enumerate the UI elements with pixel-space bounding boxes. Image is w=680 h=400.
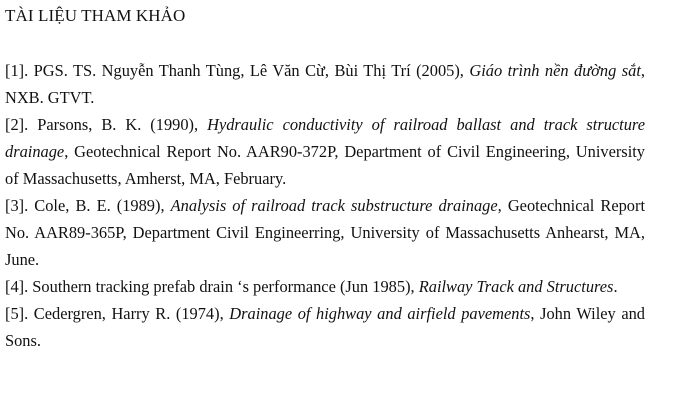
reference-4-suffix: . (613, 277, 618, 296)
reference-item-3 (5, 192, 645, 273)
reference-5-suffix: , John Wiley and Sons. (5, 304, 645, 350)
reference-item-2 (5, 111, 645, 192)
reference-4-title: Railway Track and Structures (418, 277, 614, 296)
reference-4-prefix: [4]. Southern tracking prefab drain ‘s performance (Jun 1985), (5, 277, 419, 296)
reference-2-suffix: , Geotechnical Report No. AAR90-372P, Department of Civil Engineering, University of Massachusetts, Amherst, MA, February. (5, 142, 645, 188)
reference-2-prefix: [2]. Parsons, B. K. (1990), (5, 115, 208, 134)
reference-item-5 (5, 300, 645, 354)
references-heading: TÀI LIỆU THAM KHẢO (5, 6, 186, 25)
reference-3-prefix: [3]. Cole, B. E. (1989), (5, 196, 171, 215)
reference-1-suffix: , NXB. GTVT. (5, 61, 645, 107)
reference-item-1 (5, 57, 645, 111)
reference-item-4 (5, 273, 645, 300)
reference-1-title: Giáo trình nền đường sắt (469, 61, 641, 80)
reference-2-title: Hydraulic conductivity of railroad ballast and track structure drainage (5, 115, 645, 161)
reference-5-prefix: [5]. Cedergren, Harry R. (1974), (5, 304, 230, 323)
reference-3-title: Analysis of railroad track substructure drainage (170, 196, 498, 215)
reference-1-prefix: [1]. PGS. TS. Nguyễn Thanh Tùng, Lê Văn Cừ, Bùi Thị Trí (2005), (5, 61, 470, 80)
reference-list (5, 57, 645, 354)
reference-5-title: Drainage of highway and airfield pavements (229, 304, 531, 323)
reference-3-suffix: , Geotechnical Report No. AAR89-365P, Department Civil Engineerring, University of Massachusetts Anhearst, MA, June. (5, 196, 646, 269)
